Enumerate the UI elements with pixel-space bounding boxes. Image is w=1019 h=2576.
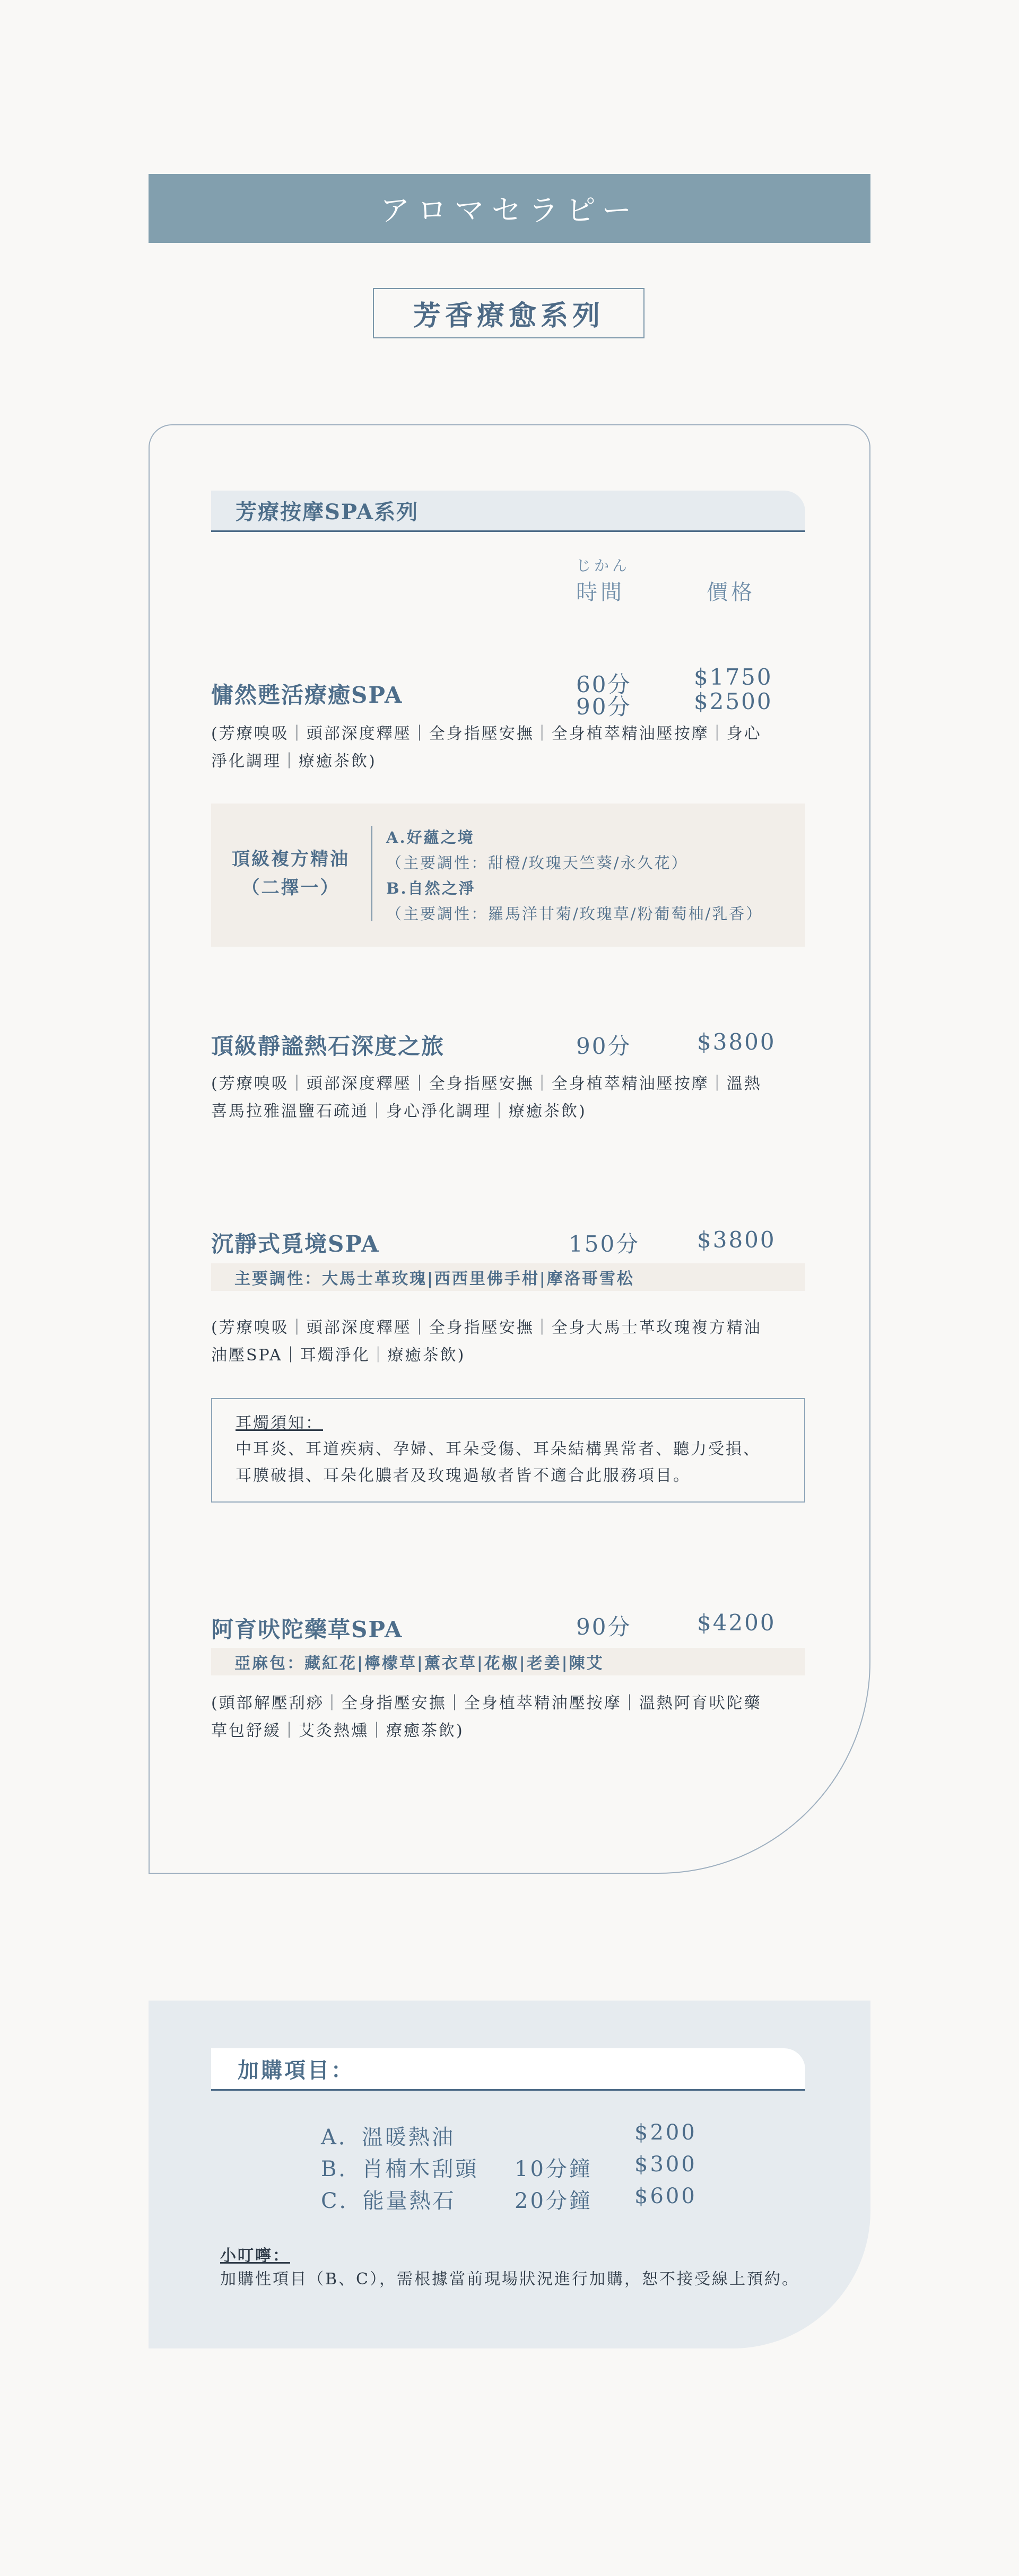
addon-heading: [211, 2048, 805, 2091]
oil-option-list: [386, 825, 763, 927]
oil-option-b: B.自然之淨: [386, 879, 476, 897]
item-title: 頂級靜謐熱石深度之旅: [211, 1033, 445, 1059]
notice-title: 耳燭須知：: [236, 1414, 323, 1433]
addon-item-label: A．溫暖熱油: [321, 2125, 455, 2150]
notice-body: 中耳炎、耳道疾病、孕婦、耳朵受傷、耳朵結構異常者、聽力受損、 耳膜破損、耳朵化膿者及玫瑰過敏者皆不適合此服務項目。: [236, 1440, 761, 1485]
item-description: (芳療嗅吸｜頭部深度釋壓｜全身指壓安撫｜全身植萃精油壓按摩｜溫熱 喜馬拉雅溫鹽石疏通｜身心淨化調理｜療癒茶飲): [211, 1075, 762, 1121]
item-notes-band: 亞麻包：藏紅花|檸檬草|薰衣草|花椒|老姜|陳艾: [211, 1648, 805, 1675]
item-notes-band: 主要調性：大馬士革玫瑰|西西里佛手柑|摩洛哥雪松: [211, 1263, 805, 1291]
item-title: 阿育吠陀藥草SPA: [211, 1617, 403, 1643]
addon-item-price: $200: [634, 2120, 697, 2145]
time-column-kana: じかん: [576, 557, 631, 574]
oil-option-a: A.好蘊之境: [386, 828, 475, 846]
item-description: (芳療嗅吸｜頭部深度釋壓｜全身指壓安撫｜全身植萃精油壓按摩｜身心 淨化調理｜療癒茶飲): [211, 724, 762, 771]
item-title: 沉靜式覓境SPA: [211, 1231, 380, 1257]
time-column-header: 時間: [576, 580, 625, 605]
oil-option-label: 頂級複方精油 （二擇一）: [232, 849, 350, 898]
item-time: 60分: [576, 671, 632, 697]
tip-title: 小叮嚀：: [220, 2247, 290, 2265]
item-price: $4200: [697, 1610, 776, 1636]
addon-item-price: $300: [634, 2152, 697, 2177]
section-heading: [211, 491, 805, 532]
addon-item-label: C．能量熱石: [321, 2189, 456, 2213]
item-price: $2500: [694, 688, 773, 714]
item-time: 150分: [569, 1231, 640, 1257]
item-description: (頭部解壓刮痧｜全身指壓安撫｜全身植萃精油壓按摩｜溫熱阿育吠陀藥 草包舒緩｜艾灸熱燻｜療癒茶飲): [211, 1694, 762, 1740]
item-title: 慵然甦活療癒SPA: [211, 682, 403, 708]
item-price: $3800: [697, 1029, 776, 1055]
addon-item-duration: 10分鐘: [515, 2157, 593, 2181]
oil-option-b-notes: （主要調性：羅馬洋甘菊/玫瑰草/粉葡萄柚/乳香）: [386, 905, 763, 923]
section-heading-text: 芳療按摩SPA系列: [236, 500, 419, 525]
tip-body: 加購性項目（B、C），需根據當前現場狀況進行加購，恕不接受線上預約。: [220, 2270, 799, 2289]
addon-heading-text: 加購項目：: [238, 2058, 354, 2083]
item-description: (芳療嗅吸｜頭部深度釋壓｜全身指壓安撫｜全身大馬士革玫瑰複方精油 油壓SPA｜耳燭淨化｜療癒茶飲): [211, 1318, 762, 1365]
oil-divider: [371, 826, 372, 921]
banner-title: アロマセラピー: [380, 194, 639, 228]
item-price: $1750: [694, 664, 773, 690]
series-title: 芳香療愈系列: [413, 300, 604, 332]
addon-item-price: $600: [634, 2184, 697, 2208]
item-time: 90分: [576, 1614, 632, 1640]
oil-option-a-notes: （主要調性：甜橙/玫瑰天竺葵/永久花）: [386, 854, 689, 872]
series-title-box: [373, 288, 645, 338]
ear-candle-notice: [211, 1398, 805, 1503]
addon-item-duration: 20分鐘: [515, 2189, 593, 2213]
page-banner: [149, 174, 870, 243]
addon-item-label: B．肖楠木刮頭: [321, 2157, 479, 2181]
item-price: $3800: [697, 1227, 776, 1253]
essential-oil-option-box: [211, 804, 805, 947]
price-column-header: 價格: [707, 580, 755, 605]
item-time: 90分: [576, 694, 632, 720]
item-time: 90分: [576, 1033, 632, 1059]
